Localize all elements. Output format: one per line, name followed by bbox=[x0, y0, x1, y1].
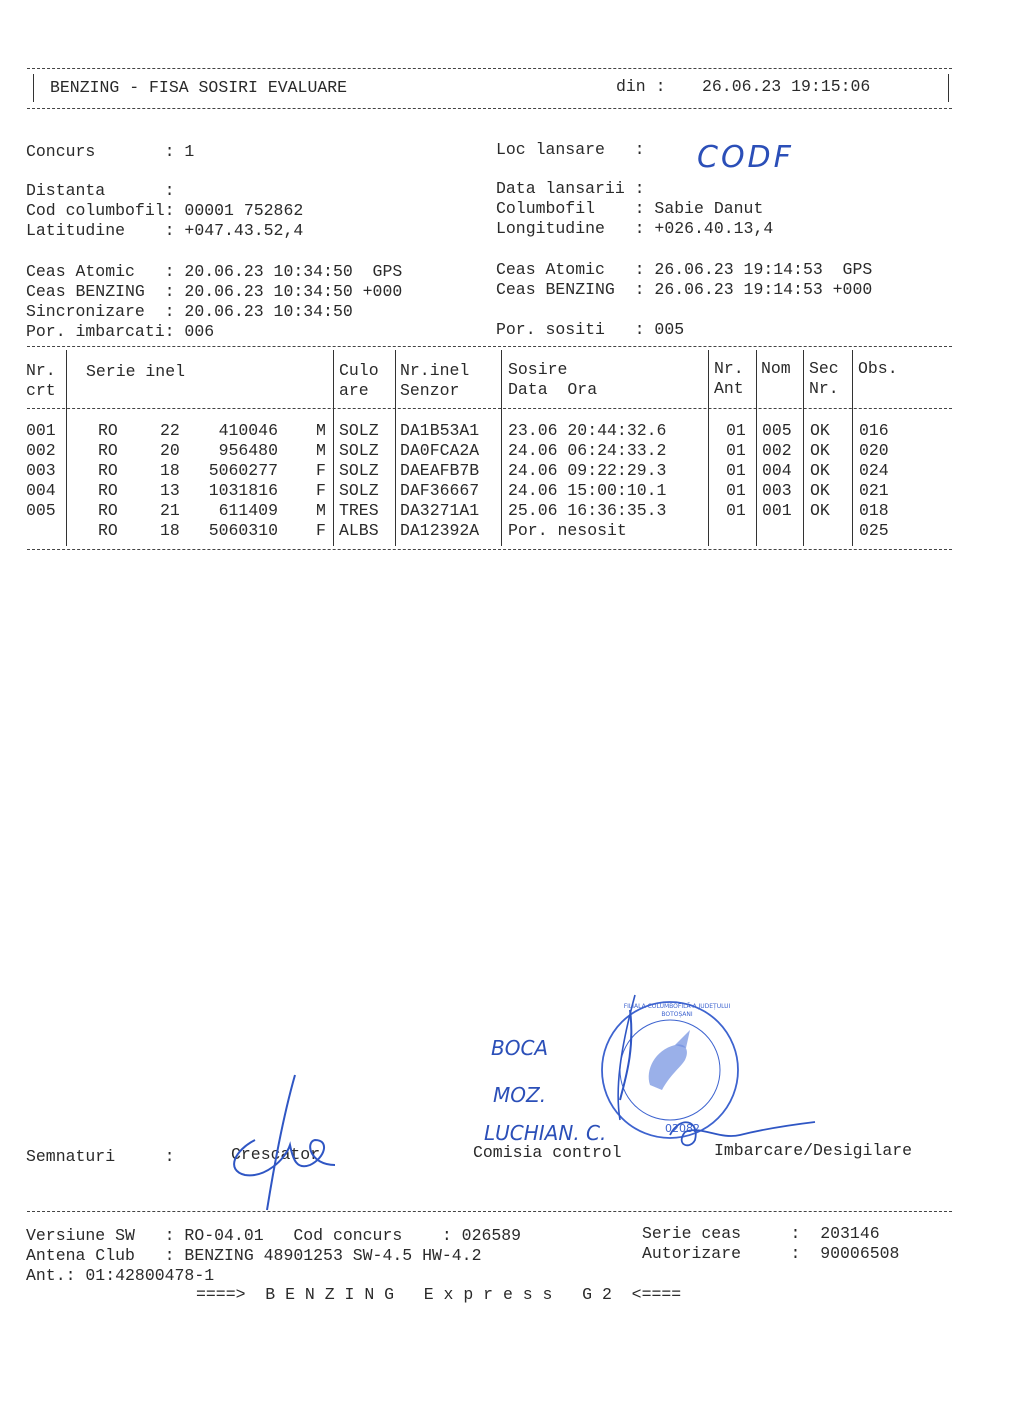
cell-number: 1031816 bbox=[208, 481, 278, 500]
header-date-value: 26.06.23 19:15:06 bbox=[702, 77, 871, 96]
versiune-sw: Versiune SW : RO-04.01 Cod concurs : 026589 bbox=[26, 1226, 522, 1245]
cell-country: RO bbox=[98, 421, 118, 440]
cell-country: RO bbox=[98, 501, 118, 520]
cell-color: SOLZ bbox=[339, 441, 379, 460]
handwritten-luchian: LUCHIAN. C. bbox=[484, 1121, 607, 1145]
concurs: Concurs : 1 bbox=[26, 142, 195, 161]
cell-year: 13 bbox=[160, 481, 180, 500]
th-ant: Ant bbox=[714, 379, 744, 398]
ceas-benzing-left: Ceas BENZING : 20.06.23 10:34:50 +000 bbox=[26, 282, 403, 301]
cell-obs: 025 bbox=[859, 521, 889, 540]
header-title: BENZING - FISA SOSIRI EVALUARE bbox=[50, 78, 348, 97]
th-sec: Sec bbox=[809, 359, 839, 378]
cell-country: RO bbox=[98, 521, 118, 540]
cell-arrival: 24.06 06:24:33.2 bbox=[508, 441, 667, 460]
comisia-label: Comisia control bbox=[473, 1143, 622, 1162]
cell-number: 5060310 bbox=[208, 521, 278, 540]
table-row bbox=[0, 501, 1024, 521]
cell-sensor: DA1B53A1 bbox=[400, 421, 480, 440]
cell-nom: 002 bbox=[762, 441, 792, 460]
cell-sensor: DAEAFB7B bbox=[400, 461, 480, 480]
imbarcare-label: Imbarcare/Desigilare bbox=[714, 1141, 913, 1160]
cell-year: 20 bbox=[160, 441, 180, 460]
latitudine: Latitudine : +047.43.52,4 bbox=[26, 221, 304, 240]
cell-sec: OK bbox=[810, 421, 830, 440]
cell-year: 22 bbox=[160, 421, 180, 440]
cell-sec: OK bbox=[810, 461, 830, 480]
th-culo: Culo bbox=[339, 361, 379, 380]
cell-sensor: DA12392A bbox=[400, 521, 480, 540]
cell-sec: OK bbox=[810, 501, 830, 520]
th-are: are bbox=[339, 381, 369, 400]
stamp-text: FILIALA COLUMBOFILĂ A JUDEȚULUI BOTOȘANI bbox=[623, 1003, 731, 1018]
data-lansarii: Data lansarii : bbox=[496, 179, 645, 198]
antena-club: Antena Club : BENZING 48901253 SW-4.5 HW-4.2 bbox=[26, 1246, 482, 1265]
cell-sex: F bbox=[316, 521, 326, 540]
handwritten-moz: MOZ. bbox=[493, 1083, 547, 1107]
th-nr-inel: Nr.inel bbox=[400, 361, 470, 380]
cell-obs: 020 bbox=[859, 441, 889, 460]
signatures-label: Semnaturi : bbox=[26, 1147, 175, 1166]
cell-sensor: DA0FCA2A bbox=[400, 441, 480, 460]
th-nom: Nom bbox=[761, 359, 791, 378]
columbofil: Columbofil : Sabie Danut bbox=[496, 199, 764, 218]
cell-year: 18 bbox=[160, 521, 180, 540]
header-date-label: din : bbox=[616, 77, 666, 96]
th-data-ora: Data Ora bbox=[508, 380, 598, 399]
table-bottom-rule bbox=[27, 549, 952, 550]
th-obs: Obs. bbox=[858, 359, 898, 378]
cell-obs: 018 bbox=[859, 501, 889, 520]
cell-crt: 002 bbox=[26, 441, 56, 460]
cell-country: RO bbox=[98, 461, 118, 480]
distanta: Distanta : bbox=[26, 181, 175, 200]
cell-sensor: DA3271A1 bbox=[400, 501, 480, 520]
cod-columbofil: Cod columbofil: 00001 752862 bbox=[26, 201, 304, 220]
th-senzor: Senzor bbox=[400, 381, 460, 400]
cell-sec: OK bbox=[810, 481, 830, 500]
cell-sensor: DAF36667 bbox=[400, 481, 480, 500]
por-sositi: Por. sositi : 005 bbox=[496, 320, 685, 339]
cell-nom: 003 bbox=[762, 481, 792, 500]
th-serie: Serie inel bbox=[86, 362, 186, 381]
table-row bbox=[0, 461, 1024, 481]
cell-ant: 01 bbox=[726, 481, 746, 500]
crescator-label: Crescator bbox=[231, 1145, 321, 1164]
cell-number: 956480 bbox=[218, 441, 278, 460]
sincronizare: Sincronizare : 20.06.23 10:34:50 bbox=[26, 302, 353, 321]
cell-color: SOLZ bbox=[339, 481, 379, 500]
cell-country: RO bbox=[98, 441, 118, 460]
imbarcare-signature bbox=[660, 1110, 820, 1155]
cell-arrival: 24.06 09:22:29.3 bbox=[508, 461, 667, 480]
cell-color: SOLZ bbox=[339, 421, 379, 440]
cell-obs: 021 bbox=[859, 481, 889, 500]
cell-arrival: 25.06 16:36:35.3 bbox=[508, 501, 667, 520]
cell-number: 5060277 bbox=[208, 461, 278, 480]
benzing-banner: ====> B E N Z I N G E x p r e s s G 2 <==== bbox=[196, 1285, 682, 1304]
longitudine: Longitudine : +026.40.13,4 bbox=[496, 219, 774, 238]
cell-sex: M bbox=[316, 441, 326, 460]
th-sec-nr: Nr. bbox=[809, 379, 839, 398]
table-header-rule bbox=[27, 408, 952, 409]
cell-arrival: Por. nesosit bbox=[508, 521, 627, 540]
stamp-code: 02082 bbox=[665, 1122, 700, 1135]
cell-nom: 005 bbox=[762, 421, 792, 440]
ant-id: Ant.: 01:42800478-1 bbox=[26, 1266, 215, 1285]
cell-year: 18 bbox=[160, 461, 180, 480]
table-row bbox=[0, 481, 1024, 501]
th-sosire: Sosire bbox=[508, 360, 568, 379]
cell-arrival: 23.06 20:44:32.6 bbox=[508, 421, 667, 440]
header-bottom-rule bbox=[27, 108, 952, 109]
cell-ant: 01 bbox=[726, 441, 746, 460]
serie-ceas: Serie ceas : 203146 bbox=[642, 1224, 880, 1243]
cell-crt: 003 bbox=[26, 461, 56, 480]
footer-rule bbox=[27, 1211, 952, 1212]
cell-color: SOLZ bbox=[339, 461, 379, 480]
cell-obs: 024 bbox=[859, 461, 889, 480]
crescator-signature bbox=[215, 1070, 355, 1220]
header-left-bar bbox=[33, 74, 34, 102]
cell-sex: F bbox=[316, 481, 326, 500]
th-crt: crt bbox=[26, 381, 56, 400]
por-imbarcati: Por. imbarcati: 006 bbox=[26, 322, 215, 341]
cell-sec: OK bbox=[810, 441, 830, 460]
cell-sex: M bbox=[316, 421, 326, 440]
table-row bbox=[0, 441, 1024, 461]
cell-obs: 016 bbox=[859, 421, 889, 440]
cell-ant: 01 bbox=[726, 461, 746, 480]
cell-number: 611409 bbox=[218, 501, 278, 520]
cell-ant: 01 bbox=[726, 421, 746, 440]
ceas-atomic-right: Ceas Atomic : 26.06.23 19:14:53 GPS bbox=[496, 260, 873, 279]
cell-sex: F bbox=[316, 461, 326, 480]
loc-lansare-label: Loc lansare : bbox=[496, 140, 645, 159]
header-top-rule bbox=[27, 68, 952, 69]
table-row bbox=[0, 521, 1024, 541]
cell-crt: 004 bbox=[26, 481, 56, 500]
handwritten-boca: BOCA bbox=[491, 1036, 549, 1060]
cell-country: RO bbox=[98, 481, 118, 500]
cell-arrival: 24.06 15:00:10.1 bbox=[508, 481, 667, 500]
cell-ant: 01 bbox=[726, 501, 746, 520]
cell-color: TRES bbox=[339, 501, 379, 520]
ceas-atomic-left: Ceas Atomic : 20.06.23 10:34:50 GPS bbox=[26, 262, 403, 281]
th-nr: Nr. bbox=[26, 361, 56, 380]
table-row bbox=[0, 421, 1024, 441]
ceas-benzing-right: Ceas BENZING : 26.06.23 19:14:53 +000 bbox=[496, 280, 873, 299]
th-nr-ant: Nr. bbox=[714, 359, 744, 378]
cell-number: 410046 bbox=[218, 421, 278, 440]
table-top-rule bbox=[27, 346, 952, 347]
cell-nom: 004 bbox=[762, 461, 792, 480]
cell-nom: 001 bbox=[762, 501, 792, 520]
autorizare: Autorizare : 90006508 bbox=[642, 1244, 900, 1263]
cell-color: ALBS bbox=[339, 521, 379, 540]
header-right-bar bbox=[948, 74, 949, 102]
cell-year: 21 bbox=[160, 501, 180, 520]
loc-lansare-handwritten: CODF bbox=[697, 140, 794, 175]
cell-crt: 001 bbox=[26, 421, 56, 440]
cell-sex: M bbox=[316, 501, 326, 520]
cell-crt: 005 bbox=[26, 501, 56, 520]
